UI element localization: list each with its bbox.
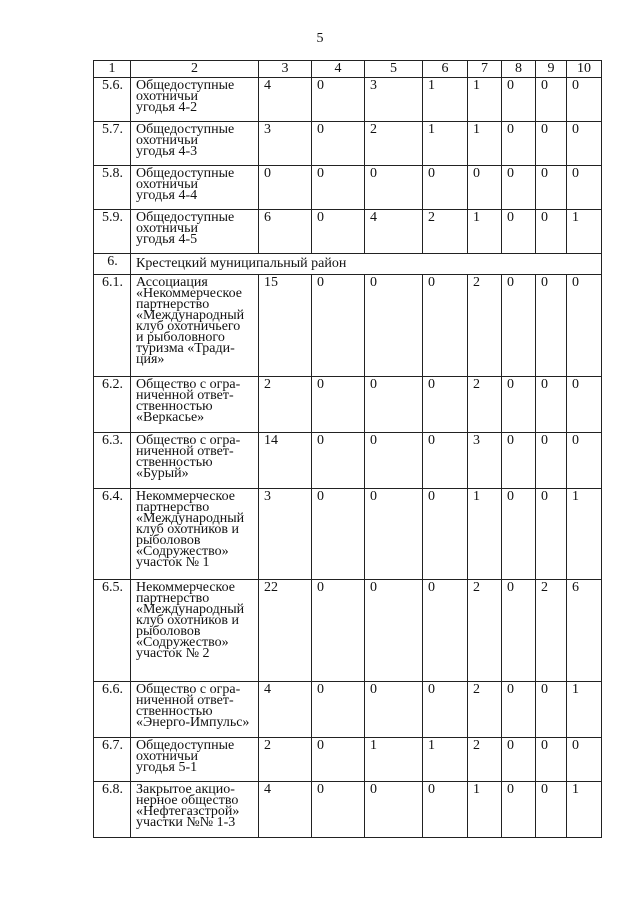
cell-value: 0 [567, 275, 602, 377]
row-name-line: Закрытое акцио- [136, 782, 235, 797]
table-row [94, 122, 602, 166]
cell-value: 0 [312, 433, 365, 489]
row-name-line: охотничьи [136, 133, 198, 148]
cell-value: 2 [365, 122, 423, 166]
row-name-line: угодья 4-3 [136, 144, 198, 159]
row-name-line: партнерство [136, 591, 210, 606]
table-row [94, 433, 602, 489]
cell-value: 0 [312, 78, 365, 122]
page-number: 5 [316, 31, 324, 46]
row-name-line: рыболовов [136, 533, 201, 548]
cell-value: 0 [312, 580, 365, 682]
header-row [94, 61, 602, 78]
row-number: 5.9. [94, 210, 131, 254]
row-name-line: Общество с огра- [136, 433, 241, 448]
row-number: 6.1. [94, 275, 131, 377]
row-name-line: Общедоступные [136, 78, 235, 93]
table-row [94, 489, 602, 580]
cell-value: 0 [423, 580, 468, 682]
row-name [131, 210, 259, 254]
cell-value: 0 [312, 682, 365, 738]
cell-value: 0 [502, 433, 536, 489]
row-number: 6.7. [94, 738, 131, 782]
cell-value: 1 [468, 210, 502, 254]
row-name-line: Общество с огра- [136, 682, 241, 697]
cell-value: 0 [502, 78, 536, 122]
cell-value: 2 [468, 682, 502, 738]
row-name-line: «Некоммерческое [136, 286, 243, 301]
row-name-line: ниченной ответ- [136, 444, 234, 459]
cell-value: 2 [468, 377, 502, 433]
row-name-line: нерное общество [136, 793, 239, 808]
row-name-line: рыболовов [136, 624, 201, 639]
row-name-line: охотничьи [136, 749, 198, 764]
row-name-line: «Энерго-Импульс» [136, 715, 250, 730]
cell-value: 0 [365, 682, 423, 738]
section-number: 6. [94, 254, 131, 275]
cell-value: 0 [567, 738, 602, 782]
cell-value: 0 [423, 782, 468, 838]
row-name-line: ниченной ответ- [136, 693, 234, 708]
row-name-line: «Международный [136, 511, 245, 526]
cell-value: 1 [468, 782, 502, 838]
cell-value: 0 [365, 275, 423, 377]
table-row [94, 78, 602, 122]
table-row [94, 275, 602, 377]
cell-value: 0 [312, 489, 365, 580]
row-name-line: охотничьи [136, 89, 198, 104]
cell-value: 0 [502, 580, 536, 682]
row-name-line: охотничьи [136, 221, 198, 236]
column-header: 6 [423, 61, 468, 78]
row-number: 5.7. [94, 122, 131, 166]
cell-value: 0 [536, 682, 567, 738]
cell-value: 3 [365, 78, 423, 122]
data-table [93, 60, 602, 838]
cell-value: 0 [567, 166, 602, 210]
row-number: 6.3. [94, 433, 131, 489]
cell-value: 0 [536, 210, 567, 254]
cell-value: 1 [468, 122, 502, 166]
row-number: 6.2. [94, 377, 131, 433]
cell-value: 0 [365, 580, 423, 682]
row-name-line: Ассоциация [136, 275, 208, 290]
row-name-line: ниченной ответ- [136, 388, 234, 403]
column-header: 1 [94, 61, 131, 78]
row-number: 5.6. [94, 78, 131, 122]
cell-value: 1 [468, 78, 502, 122]
row-number: 6.4. [94, 489, 131, 580]
row-name-line: «Бурый» [136, 466, 189, 481]
table-row [94, 377, 602, 433]
row-name-line: туризма «Тради- [136, 341, 235, 356]
cell-value: 0 [312, 166, 365, 210]
row-name-line: Общедоступные [136, 122, 235, 137]
cell-value: 0 [536, 166, 567, 210]
row-name-line: участки №№ 1-3 [136, 815, 236, 830]
row-name [131, 738, 259, 782]
cell-value: 4 [365, 210, 423, 254]
cell-value: 2 [259, 738, 312, 782]
row-name-line: Общество с огра- [136, 377, 241, 392]
cell-value: 4 [259, 782, 312, 838]
column-header: 2 [131, 61, 259, 78]
cell-value: 0 [502, 738, 536, 782]
row-name-line: Общедоступные [136, 210, 235, 225]
cell-value: 0 [536, 377, 567, 433]
cell-value: 1 [567, 210, 602, 254]
cell-value: 0 [365, 433, 423, 489]
column-header: 4 [312, 61, 365, 78]
cell-value: 6 [567, 580, 602, 682]
row-name [131, 377, 259, 433]
cell-value: 0 [567, 122, 602, 166]
row-name-line: «Содружество» [136, 635, 229, 650]
row-name-line: угодья 4-2 [136, 100, 198, 115]
cell-value: 0 [312, 210, 365, 254]
table-header [94, 61, 602, 78]
row-name [131, 275, 259, 377]
cell-value: 4 [259, 682, 312, 738]
row-name-line: Некоммерческое [136, 489, 236, 504]
row-name [131, 782, 259, 838]
table-row [94, 738, 602, 782]
cell-value: 3 [468, 433, 502, 489]
row-name-line: «Веркасье» [136, 410, 205, 425]
row-name-line: «Международный [136, 602, 245, 617]
row-name-line: угодья 4-5 [136, 232, 198, 247]
column-header: 10 [567, 61, 602, 78]
row-name-line: угодья 4-4 [136, 188, 198, 203]
cell-value: 0 [423, 433, 468, 489]
cell-value: 3 [259, 122, 312, 166]
cell-value: 1 [567, 682, 602, 738]
cell-value: 22 [259, 580, 312, 682]
cell-value: 1 [423, 122, 468, 166]
cell-value: 0 [423, 489, 468, 580]
row-name-line: партнерство [136, 500, 210, 515]
row-name [131, 78, 259, 122]
cell-value: 0 [536, 275, 567, 377]
section-row [94, 254, 602, 275]
cell-value: 2 [536, 580, 567, 682]
cell-value: 2 [468, 275, 502, 377]
row-number: 6.6. [94, 682, 131, 738]
cell-value: 0 [536, 738, 567, 782]
row-name-line: партнерство [136, 297, 210, 312]
table-row [94, 210, 602, 254]
cell-value: 0 [423, 166, 468, 210]
cell-value: 0 [365, 377, 423, 433]
cell-value: 0 [423, 275, 468, 377]
row-name [131, 433, 259, 489]
cell-value: 0 [502, 122, 536, 166]
cell-value: 0 [536, 433, 567, 489]
row-name-line: «Содружество» [136, 544, 229, 559]
cell-value: 0 [423, 682, 468, 738]
cell-value: 0 [567, 78, 602, 122]
cell-value: 0 [312, 377, 365, 433]
row-number: 5.8. [94, 166, 131, 210]
row-name-line: участок № 1 [136, 555, 210, 570]
row-name-line: клуб охотников и [136, 522, 239, 537]
cell-value: 0 [536, 122, 567, 166]
cell-value: 1 [468, 489, 502, 580]
cell-value: 0 [536, 489, 567, 580]
cell-value: 2 [468, 738, 502, 782]
row-number: 6.8. [94, 782, 131, 838]
table-row [94, 782, 602, 838]
row-name [131, 166, 259, 210]
cell-value: 0 [365, 489, 423, 580]
cell-value: 1 [423, 738, 468, 782]
cell-value: 0 [502, 782, 536, 838]
row-number: 6.5. [94, 580, 131, 682]
cell-value: 0 [259, 166, 312, 210]
row-name [131, 489, 259, 580]
cell-value: 1 [567, 489, 602, 580]
row-name-line: участок № 2 [136, 646, 210, 661]
cell-value: 0 [423, 377, 468, 433]
table-row [94, 166, 602, 210]
row-name-line: угодья 5-1 [136, 760, 198, 775]
cell-value: 0 [312, 782, 365, 838]
cell-value: 0 [502, 275, 536, 377]
cell-value: 0 [468, 166, 502, 210]
row-name-line: ция» [136, 352, 165, 367]
table-row [94, 682, 602, 738]
cell-value: 0 [567, 377, 602, 433]
row-name-line: «Нефтегазстрой» [136, 804, 240, 819]
cell-value: 1 [365, 738, 423, 782]
cell-value: 0 [365, 782, 423, 838]
cell-value: 6 [259, 210, 312, 254]
row-name-line: клуб охотничьего [136, 319, 241, 334]
table-row [94, 580, 602, 682]
cell-value: 0 [312, 122, 365, 166]
row-name-line: Некоммерческое [136, 580, 236, 595]
cell-value: 0 [502, 377, 536, 433]
row-name-line: ственностью [136, 704, 213, 719]
row-name-line: и рыболовного [136, 330, 225, 345]
row-name-line: Общедоступные [136, 166, 235, 181]
table-body [94, 78, 602, 838]
cell-value: 1 [423, 78, 468, 122]
cell-value: 2 [468, 580, 502, 682]
row-name [131, 682, 259, 738]
cell-value: 0 [502, 489, 536, 580]
cell-value: 0 [312, 738, 365, 782]
row-name-line: ственностью [136, 455, 213, 470]
section-title: Крестецкий муниципальный район [131, 254, 602, 275]
row-name-line: Общедоступные [136, 738, 235, 753]
cell-value: 2 [423, 210, 468, 254]
row-name [131, 122, 259, 166]
row-name-line: «Международный [136, 308, 245, 323]
row-name-line: охотничьи [136, 177, 198, 192]
column-header: 7 [468, 61, 502, 78]
cell-value: 4 [259, 78, 312, 122]
cell-value: 1 [567, 782, 602, 838]
cell-value: 0 [536, 782, 567, 838]
column-header: 8 [502, 61, 536, 78]
row-name-line: клуб охотников и [136, 613, 239, 628]
cell-value: 14 [259, 433, 312, 489]
cell-value: 2 [259, 377, 312, 433]
cell-value: 0 [502, 210, 536, 254]
cell-value: 0 [502, 166, 536, 210]
cell-value: 0 [365, 166, 423, 210]
cell-value: 0 [567, 433, 602, 489]
cell-value: 3 [259, 489, 312, 580]
column-header: 5 [365, 61, 423, 78]
row-name [131, 580, 259, 682]
cell-value: 0 [312, 275, 365, 377]
column-header: 3 [259, 61, 312, 78]
cell-value: 0 [536, 78, 567, 122]
column-header: 9 [536, 61, 567, 78]
row-name-line: ственностью [136, 399, 213, 414]
cell-value: 15 [259, 275, 312, 377]
cell-value: 0 [502, 682, 536, 738]
